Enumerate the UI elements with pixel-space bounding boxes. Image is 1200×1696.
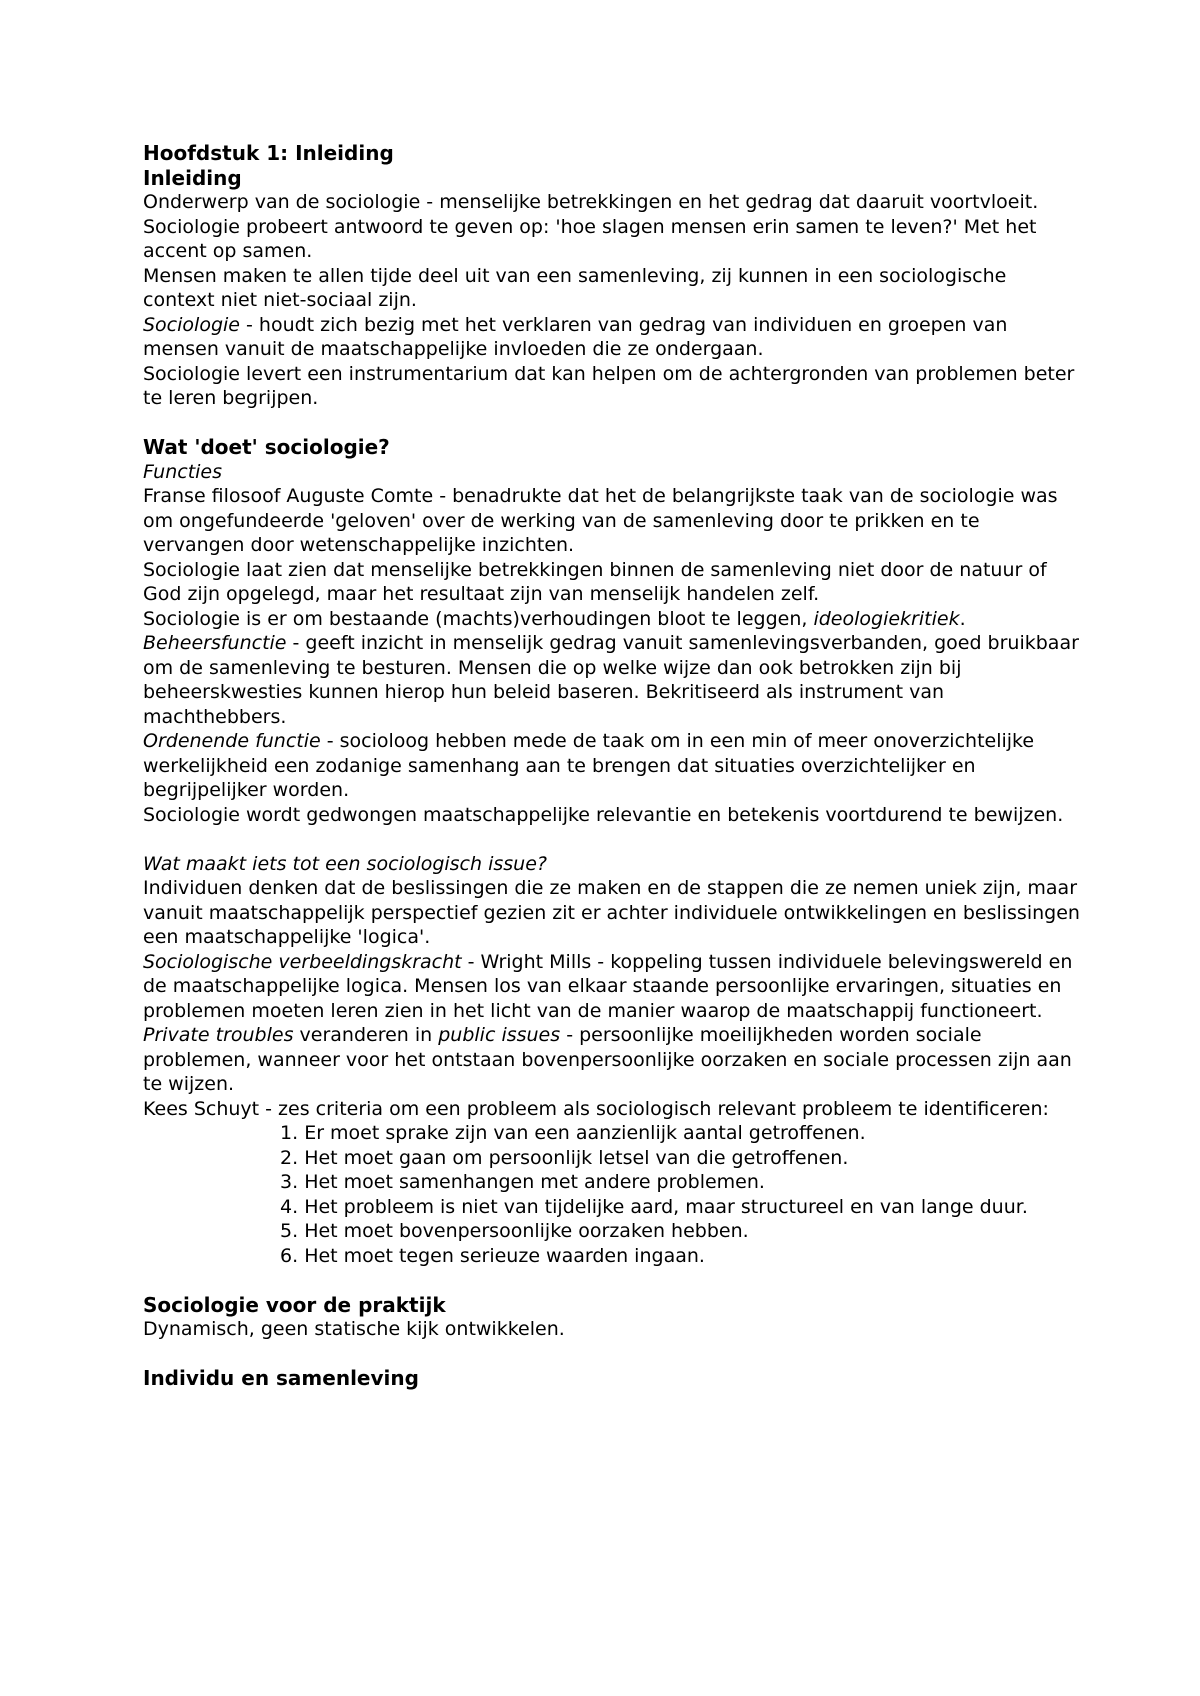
list-number: 6. — [280, 1244, 299, 1267]
paragraph: Individuen denken dat de beslissingen die ze maken en de stappen die ze nemen uniek zijn, maar vanuit maatschappelijk perspectief gezien zit er achter individuele ontwikkelingen en beslissingen een maatschappelijke 'logica'. — [143, 877, 1080, 948]
paragraph-text: - geeft inzicht in menselijk gedrag vanuit samenlevingsverbanden, goed bruikbaar om de samenleving te besturen. Mensen die op welke wijze dan ook betrokken zijn bij beheerskwesties kunnen hierop hun beleid baseren. Bekritiseerd als instrument van machthebbers. — [143, 632, 1079, 728]
list-number: 5. — [280, 1220, 299, 1242]
list-item-text: Het probleem is niet van tijdelijke aard, maar structureel en van lange duur. — [304, 1195, 1028, 1218]
section-heading-praktijk: Sociologie voor de praktijk — [143, 1292, 446, 1317]
term-sociologische-verbeeldingskracht: Sociologische verbeeldingskracht — [143, 950, 462, 973]
list-item-text: Er moet sprake zijn van een aanzienlijk aantal getroffenen. — [304, 1122, 866, 1144]
paragraph: Sociologie laat zien dat menselijke betrekkingen binnen de samenleving niet door de natuur of God zijn opgelegd, maar het resultaat zijn van menselijk handelen zelf. — [143, 558, 1047, 605]
list-item — [280, 1170, 1083, 1195]
section-heading-inleiding: Inleiding — [143, 165, 242, 190]
list-item — [280, 1121, 1083, 1146]
subheading-functies — [143, 460, 1083, 485]
paragraph-text: - socioloog hebben mede de taak om in een min of meer onoverzichtelijke werkelijkheid een zodanige samenhang aan te brengen dat situaties overzichtelijker en begrijpelijker worden. — [143, 730, 1035, 801]
paragraph — [143, 631, 1083, 729]
paragraph-text: Sociologie is er om bestaande (machts)verhoudingen bloot te leggen, — [143, 607, 814, 630]
list-item-text: Het moet bovenpersoonlijke oorzaken hebben. — [304, 1220, 749, 1242]
list-item-text: Het moet samenhangen met andere problemen. — [304, 1171, 765, 1193]
list-number: 3. — [280, 1171, 299, 1193]
section-heading-individu: Individu en samenleving — [143, 1366, 419, 1390]
list-item — [280, 1219, 1083, 1244]
list-item — [280, 1146, 1083, 1171]
paragraph: Franse filosoof Auguste Comte - benadrukte dat het de belangrijkste taak van de sociologie was om ongefundeerde 'geloven' over de werking van de samenleving door te prikken en te vervangen door wetenschappelijke inzichten. — [143, 485, 1058, 556]
list-item — [280, 1195, 1083, 1220]
paragraph: Onderwerp van de sociologie - menselijke betrekkingen en het gedrag dat daaruit voortvloeit. — [143, 191, 1039, 213]
paragraph: Sociologie wordt gedwongen maatschappelijke relevantie en betekenis voortdurend te bewijzen. — [143, 803, 1064, 826]
subheading-text: Functies — [143, 460, 223, 483]
list-number: 4. — [280, 1195, 299, 1218]
paragraph — [143, 950, 1083, 1024]
list-item — [280, 1244, 1083, 1269]
section-heading-wat-doet-sociologie: Wat 'doet' sociologie? — [143, 435, 390, 459]
document-page — [143, 141, 1083, 1391]
paragraph: Sociologie probeert antwoord te geven op: 'hoe slagen mensen erin samen te leven?' Met het accent op samen. — [143, 215, 1037, 262]
list-number: 1. — [280, 1122, 299, 1144]
paragraph — [143, 313, 1083, 362]
paragraph-text: - Wright Mills - koppeling tussen individuele belevingswereld en de maatschappelijke logica. Mensen los van elkaar staande persoonlijke ervaringen, situaties en problemen moeten leren zien in het licht van de manier waarop de maatschappij functioneert. — [143, 950, 1073, 1022]
paragraph-text: veranderen in — [293, 1024, 439, 1046]
paragraph-text: . — [959, 607, 966, 630]
term-ideologiekritiek: ideologiekritiek — [813, 607, 960, 630]
list-item-text: Het moet tegen serieuze waarden ingaan. — [304, 1244, 705, 1267]
term-public-issues: public issues — [438, 1024, 561, 1046]
chapter-title: Hoofdstuk 1: Inleiding — [143, 141, 394, 165]
paragraph — [143, 1023, 1083, 1097]
term-private-troubles: Private troubles — [143, 1024, 294, 1046]
list-item-text: Het moet gaan om persoonlijk letsel van die getroffenen. — [304, 1146, 849, 1169]
paragraph-text: - persoonlijke moeilijkheden worden sociale problemen, wanneer voor het ontstaan bovenpersoonlijke oorzaken en sociale processen zijn aan te wijzen. — [143, 1024, 1072, 1095]
subheading-text: Wat maakt iets tot een sociologisch issue? — [143, 852, 547, 875]
term-ordenende-functie: Ordenende functie — [143, 730, 321, 752]
list-number: 2. — [280, 1146, 299, 1169]
term-sociologie: Sociologie — [143, 313, 240, 336]
paragraph: Sociologie levert een instrumentarium dat kan helpen om de achtergronden van problemen beter te leren begrijpen. — [143, 362, 1075, 409]
subheading-sociologisch-issue — [143, 852, 1083, 877]
criteria-list — [143, 1121, 1083, 1268]
paragraph: Dynamisch, geen statische kijk ontwikkelen. — [143, 1318, 565, 1340]
paragraph: Kees Schuyt - zes criteria om een probleem als sociologisch relevant probleem te identificeren: — [143, 1097, 1049, 1120]
paragraph — [143, 729, 1083, 803]
paragraph-text: - houdt zich bezig met het verklaren van gedrag van individuen en groepen van mensen vanuit de maatschappelijke invloeden die ze ondergaan. — [143, 313, 1008, 360]
term-beheersfunctie: Beheersfunctie — [143, 632, 287, 654]
paragraph — [143, 607, 1083, 632]
paragraph: Mensen maken te allen tijde deel uit van een samenleving, zij kunnen in een sociologische context niet niet-sociaal zijn. — [143, 264, 1007, 311]
